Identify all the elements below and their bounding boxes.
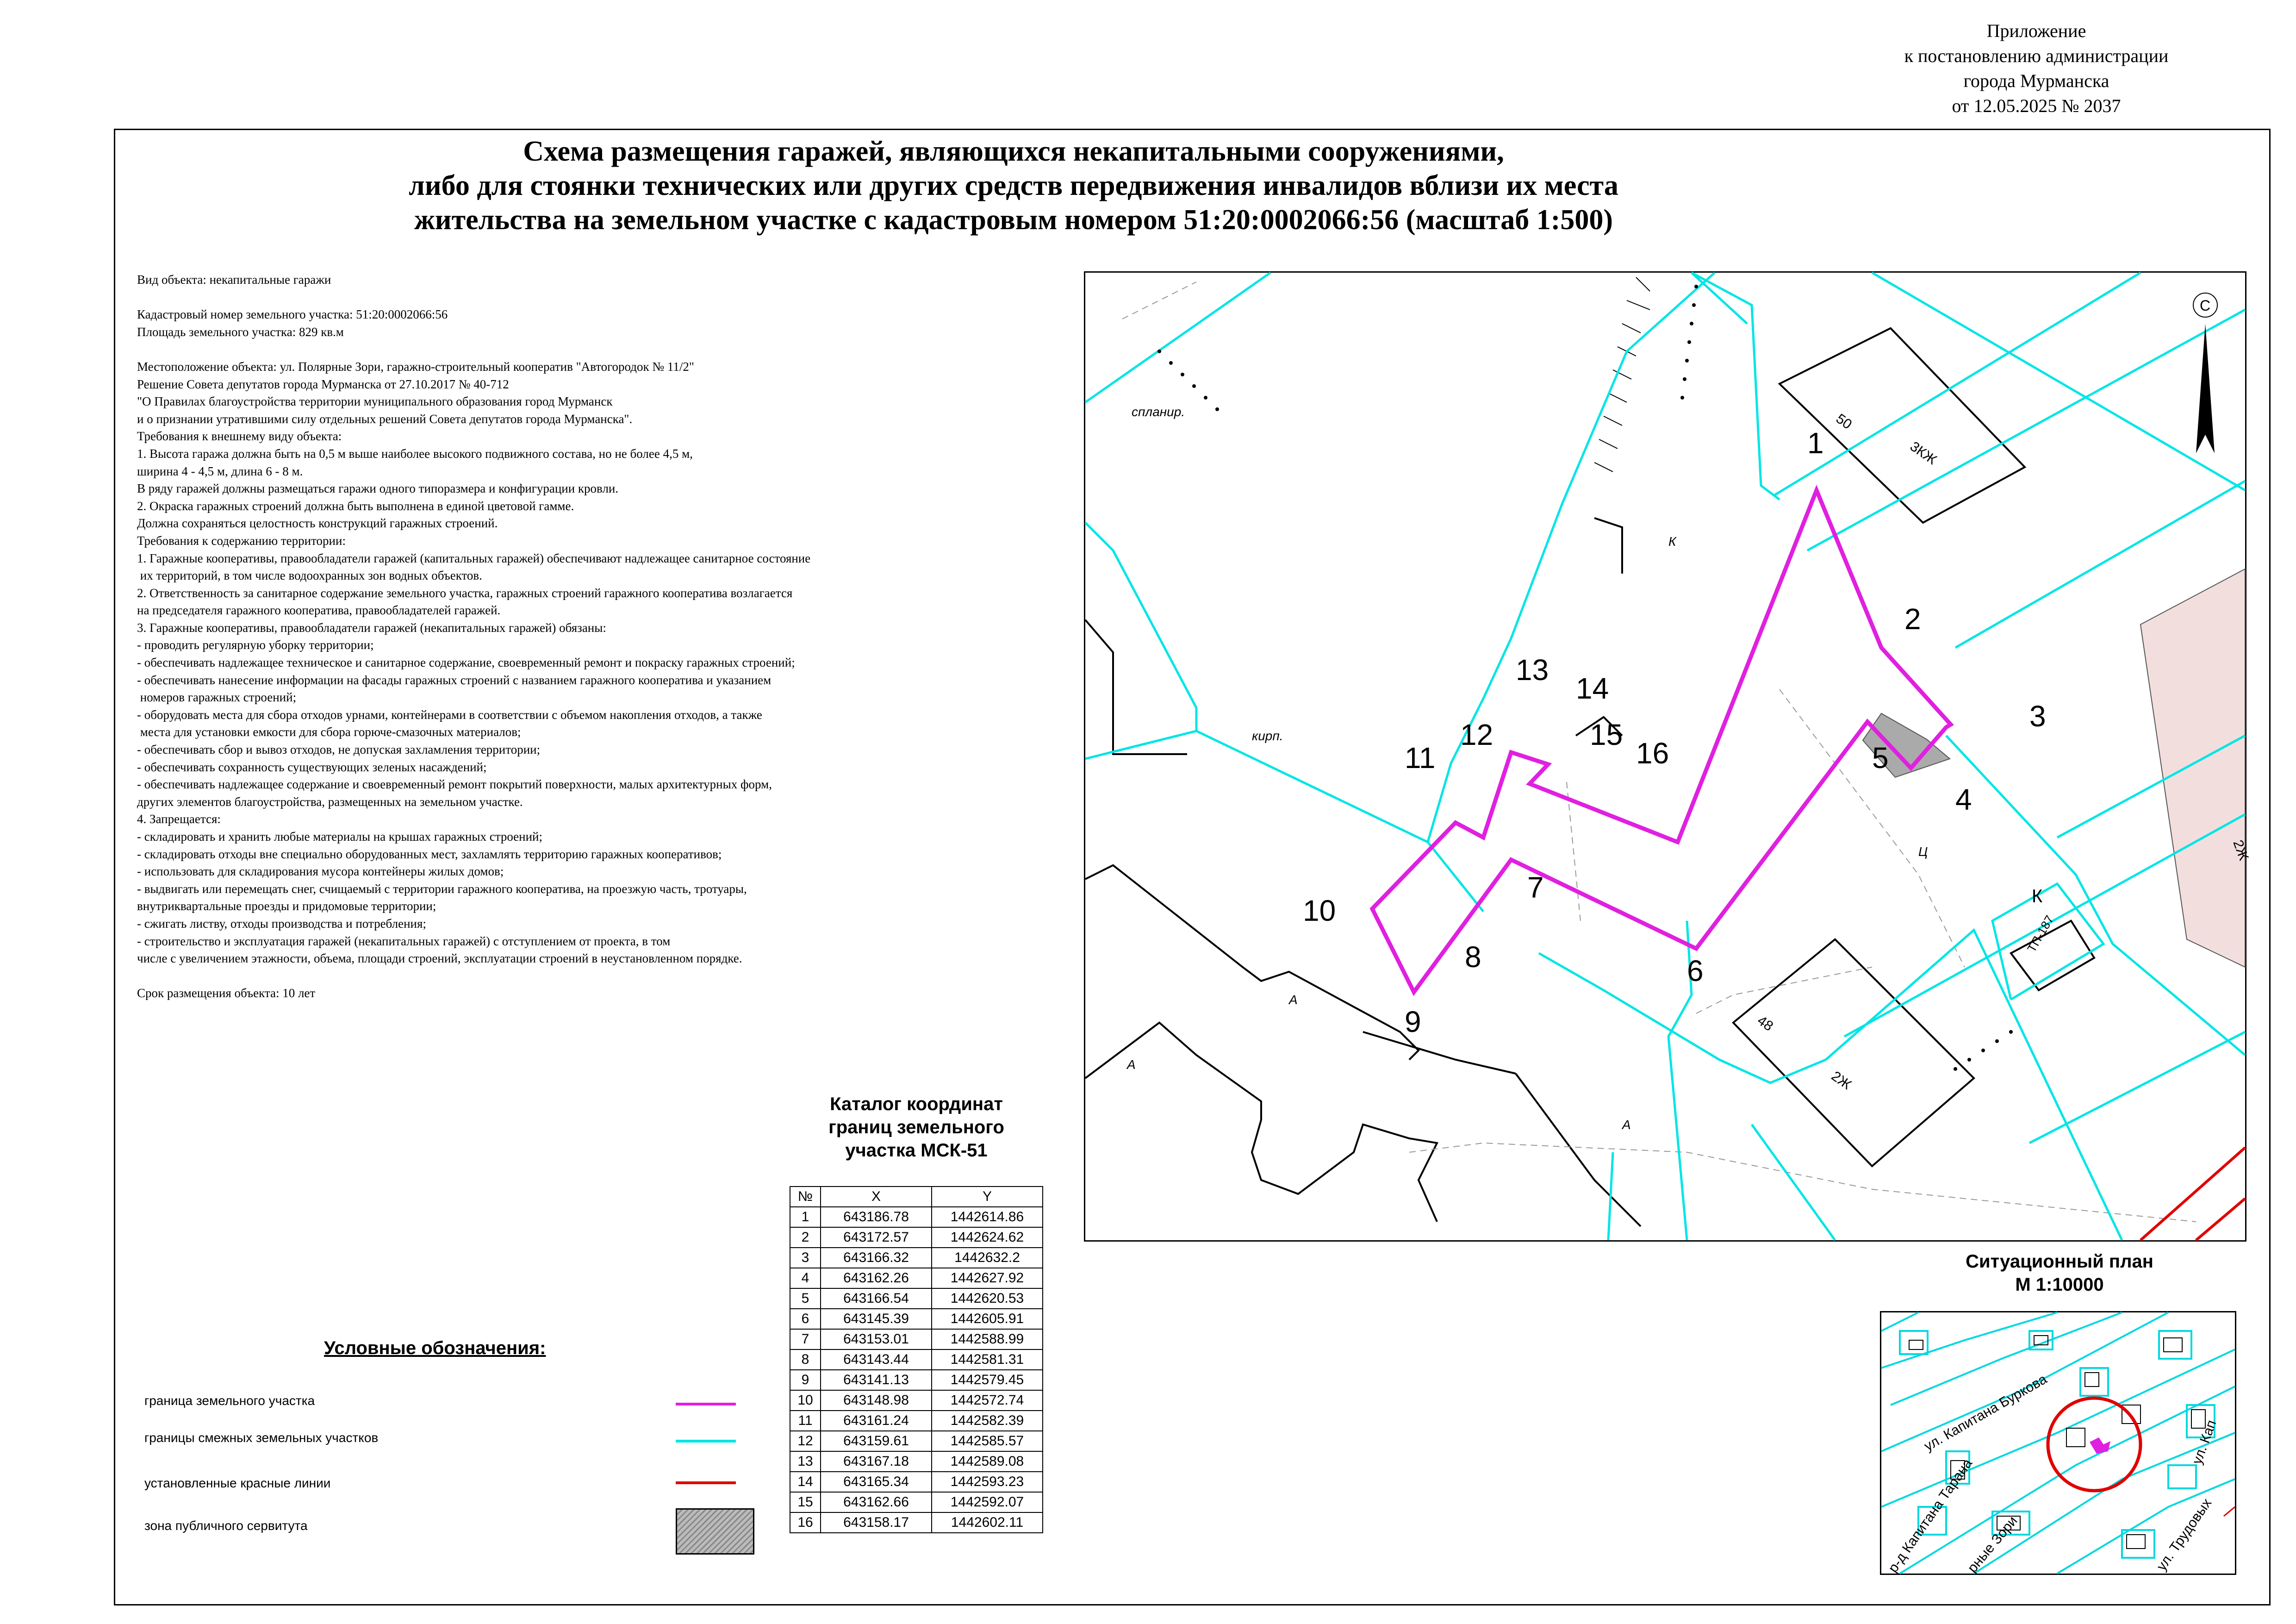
- cell-x: 643148.98: [821, 1390, 932, 1411]
- point-7: 7: [1527, 871, 1544, 904]
- adjacent-line-2: [1692, 273, 1780, 500]
- point-14: 14: [1576, 672, 1609, 705]
- table-row: [790, 1349, 1043, 1370]
- maintenance-3: 3. Гаражные кооперативы, правообладатели гаражей (некапитальных гаражей) обязаны:: [137, 620, 606, 635]
- point-1: 1: [1807, 426, 1824, 460]
- cell-y: 1442624.62: [932, 1227, 1043, 1248]
- legend-item-red-lines: установленные красные линии: [144, 1476, 331, 1490]
- cell-y: 1442605.91: [932, 1309, 1043, 1329]
- point-15: 15: [1590, 718, 1623, 751]
- maintenance-3b: - обеспечивать надлежащее техническое и санитарное содержание, своевременный ремонт и покраску гаражных строений;: [137, 656, 795, 670]
- header-number: №: [790, 1187, 821, 1207]
- cell-x: 643159.61: [821, 1431, 932, 1451]
- cell-x: 643162.66: [821, 1492, 932, 1512]
- adjacent-line-18: [2029, 1032, 2245, 1143]
- point-11: 11: [1405, 741, 1436, 775]
- adjacent-line-9: [1085, 523, 1196, 731]
- maintenance-1a: 1. Гаражные кооперативы, правообладатели гаражей (капитальных гаражей) обеспечивают надлежащее санитарное состояние: [137, 551, 811, 565]
- adjacent-line-11: [1539, 930, 2122, 1240]
- object-description: [137, 271, 1063, 1002]
- table-row: [790, 1268, 1043, 1288]
- cell-y: 1442602.11: [932, 1512, 1043, 1533]
- table-row: [790, 1227, 1043, 1248]
- maintenance-3d1: - оборудовать места для сбора отходов урнами, контейнерами в соответствии с объемом накопления отходов, а также: [137, 707, 762, 722]
- street-label-trudovyh: ул. Трудовых: [2153, 1495, 2215, 1574]
- street-label-tarana: р-д Капитана Тарана: [1885, 1456, 1976, 1576]
- cell-number: 7: [790, 1329, 821, 1349]
- label-a1: А: [1289, 993, 1298, 1007]
- cell-y: 1442593.23: [932, 1472, 1043, 1492]
- cell-y: 1442632.2: [932, 1248, 1043, 1268]
- appendix-header: [1805, 19, 2268, 119]
- label-tp187: ТП-187: [2024, 912, 2057, 955]
- cell-x: 643165.34: [821, 1472, 932, 1492]
- cell-y: 1442588.99: [932, 1329, 1043, 1349]
- label-kirp: кирп.: [1252, 729, 1283, 743]
- table-row: [790, 1472, 1043, 1492]
- prohibited-e: - сжигать листву, отходы производства и потребления;: [137, 916, 426, 931]
- legend-item-adjacent: границы смежных земельных участков: [144, 1430, 379, 1445]
- cell-x: 643145.39: [821, 1309, 932, 1329]
- requirements-heading: Требования к внешнему виду объекта:: [137, 429, 342, 443]
- catalog-title-line-3: участка МСК-51: [845, 1140, 988, 1161]
- cell-number: 6: [790, 1309, 821, 1329]
- cell-x: 643166.54: [821, 1288, 932, 1309]
- maintenance-3e: - обеспечивать сбор и вывоз отходов, не допуская захламления территории;: [137, 743, 541, 757]
- scheme-title: [324, 134, 1703, 237]
- table-row: [790, 1309, 1043, 1329]
- requirement-1b: ширина 4 - 4,5 м, длина 6 - 8 м.: [137, 464, 303, 478]
- cell-number: 2: [790, 1227, 821, 1248]
- street-label-kap: ул. Кап: [2189, 1418, 2220, 1467]
- cell-y: 1442582.39: [932, 1411, 1043, 1431]
- cell-number: 4: [790, 1268, 821, 1288]
- cell-number: 9: [790, 1370, 821, 1390]
- requirement-2b: Должна сохраняться целостность конструкций гаражных строений.: [137, 516, 498, 531]
- hatch-top: [1594, 277, 1650, 472]
- label-ts: Ц: [1918, 844, 1928, 859]
- road-outline: [1363, 1032, 1516, 1074]
- table-row: [790, 1431, 1043, 1451]
- building-outlines: [1085, 328, 2094, 1226]
- maintenance-3c2: номеров гаражных строений;: [137, 690, 297, 705]
- building-2zh: [1733, 939, 1974, 1166]
- council-decision: Решение Совета депутатов города Мурманска от 27.10.2017 № 40-712: [137, 377, 509, 391]
- header-x: X: [821, 1187, 932, 1207]
- table-row: [790, 1370, 1043, 1390]
- point-4: 4: [1955, 783, 1972, 816]
- prohibited-f2: числе с увеличением этажности, объема, площади строений, эксплуатации строений в неустановленном порядке.: [137, 951, 742, 966]
- catalog-title-line-1: Каталог координат: [830, 1094, 1003, 1114]
- coordinates-table: [790, 1186, 1043, 1533]
- rules-line-2: и о признании утратившими силу отдельных решений Совета депутатов города Мурманска".: [137, 412, 633, 426]
- legend-item-servitude: зона публичного сервитута: [144, 1518, 308, 1533]
- table-body: [790, 1207, 1043, 1533]
- adjacent-line-1: [1085, 273, 1270, 402]
- prohibited-d2: внутриквартальные проезды и придомовые территории;: [137, 899, 436, 913]
- maintenance-3g1: - обеспечивать надлежащее содержание и своевременный ремонт покрытий поверхности, малых архитектурных форм,: [137, 777, 772, 792]
- catalog-title-line-2: границ земельного: [828, 1117, 1004, 1137]
- point-5: 5: [1872, 741, 1889, 775]
- cell-x: 643158.17: [821, 1512, 932, 1533]
- cell-number: 12: [790, 1431, 821, 1451]
- header-y: Y: [932, 1187, 1043, 1207]
- title-line-3: жительства на земельном участке с кадастровым номером 51:20:0002066:56 (масштаб 1:500): [414, 204, 1613, 236]
- adjacent-line-10: [1085, 731, 1428, 842]
- cell-y: 1442627.92: [932, 1268, 1043, 1288]
- prohibited-a: - складировать и хранить любые материалы на крышах гаражных строений;: [137, 830, 543, 843]
- requirement-1c: В ряду гаражей должны размещаться гаражи одного типоразмера и конфигурации кровли.: [137, 481, 619, 496]
- cell-number: 15: [790, 1492, 821, 1512]
- cell-x: 643153.01: [821, 1329, 932, 1349]
- maintenance-3f: - обеспечивать сохранность существующих зеленых насаждений;: [137, 760, 487, 774]
- building-right: [2140, 569, 2245, 967]
- requirement-2: 2. Окраска гаражных строений должна быть выполнена в единой цветовой гамме.: [137, 499, 574, 513]
- title-line-1: Схема размещения гаражей, являющихся некапитальными сооружениями,: [523, 136, 1504, 167]
- maintenance-3g2: других элементов благоустройства, размещенных на земельном участке.: [137, 794, 523, 809]
- cell-x: 643143.44: [821, 1349, 932, 1370]
- requirement-1a: 1. Высота гаража должна быть на 0,5 м выше наиболее высокого подвижного состава, но не более 4,5 м,: [137, 446, 693, 461]
- label-splan: спланир.: [1132, 405, 1185, 419]
- table-row: [790, 1451, 1043, 1472]
- cell-y: 1442579.45: [932, 1370, 1043, 1390]
- cell-number: 3: [790, 1248, 821, 1268]
- label-2zh: 2Ж: [1828, 1068, 1854, 1093]
- label-a2: А: [1127, 1057, 1136, 1072]
- object-type: Вид объекта: некапитальные гаражи: [137, 273, 331, 287]
- cell-number: 11: [790, 1411, 821, 1431]
- label-tp-k: К: [2032, 886, 2043, 906]
- maintenance-2b: на председателя гаражного кооператива, правообладателей гаражей.: [137, 603, 501, 618]
- cell-x: 643186.78: [821, 1207, 932, 1227]
- adjacent-line-4: [1428, 273, 1715, 912]
- placement-term: Срок размещения объекта: 10 лет: [137, 986, 316, 1000]
- appendix-line-4: от 12.05.2025 № 2037: [1952, 95, 2121, 116]
- street-label-burkova: ул. Капитана Буркова: [1922, 1371, 2050, 1455]
- cell-number: 5: [790, 1288, 821, 1309]
- building-outline-kirp: [1085, 620, 1187, 754]
- table-row: [790, 1411, 1043, 1431]
- prohibited-heading: 4. Запрещается:: [137, 812, 221, 826]
- building-tp187: [2011, 921, 2094, 990]
- point-9: 9: [1405, 1005, 1421, 1038]
- red-lines: [2140, 1148, 2245, 1240]
- point-2: 2: [1904, 602, 1921, 636]
- street-label-zori: рные Зори: [1965, 1513, 2021, 1576]
- legend-symbol-adjacent: [676, 1440, 736, 1443]
- table-row: [790, 1329, 1043, 1349]
- situation-plan-map: [1880, 1311, 2236, 1575]
- point-10: 10: [1303, 894, 1336, 927]
- point-3: 3: [2029, 700, 2046, 733]
- legend-symbol-plot: [676, 1403, 736, 1405]
- adjacent-line-16: [1608, 1152, 1613, 1240]
- maintenance-heading: Требования к содержанию территории:: [137, 533, 346, 548]
- building-outline-small: [1594, 518, 1622, 574]
- point-8: 8: [1465, 940, 1481, 974]
- cell-number: 16: [790, 1512, 821, 1533]
- table-row: [790, 1390, 1043, 1411]
- north-arrow-icon: [2196, 324, 2215, 453]
- maintenance-3c1: - обеспечивать нанесение информации на фасады гаражных строений с названием гаражного кооператива и указанием: [137, 673, 772, 687]
- appendix-line-3: города Мурманска: [1963, 70, 2109, 91]
- cell-y: 1442592.07: [932, 1492, 1043, 1512]
- cadastral-number: Кадастровый номер земельного участка: 51:20:0002066:56: [137, 307, 448, 322]
- cell-y: 1442589.08: [932, 1451, 1043, 1472]
- situation-scale: М 1:10000: [2015, 1274, 2104, 1295]
- table-row: [790, 1207, 1043, 1227]
- point-6: 6: [1687, 954, 1704, 987]
- plot-area: Площадь земельного участка: 829 кв.м: [137, 325, 344, 339]
- map-canvas: [1085, 273, 2252, 1240]
- cell-number: 13: [790, 1451, 821, 1472]
- cell-x: 643162.26: [821, 1268, 932, 1288]
- cell-x: 643166.32: [821, 1248, 932, 1268]
- prohibited-d1: - выдвигать или перемещать снег, счищаемый с территории гаражного кооператива, на проезжую часть, тротуары,: [137, 881, 747, 896]
- maintenance-1b: их территорий, в том числе водоохранных зон водных объектов.: [137, 568, 482, 583]
- cell-x: 643161.24: [821, 1411, 932, 1431]
- cell-number: 1: [790, 1207, 821, 1227]
- title-line-2: либо для стоянки технических или других средств передвижения инвалидов вблизи их места: [409, 170, 1618, 201]
- table-row: [790, 1288, 1043, 1309]
- point-13: 13: [1516, 653, 1549, 687]
- legend-title: Условные обозначения:: [324, 1338, 546, 1358]
- adjacent-line-6: [1775, 273, 2140, 495]
- prohibited-c: - использовать для складирования мусора контейнеры жилых домов;: [137, 864, 504, 879]
- main-map: [1084, 271, 2252, 1242]
- adjacent-line-7: [1807, 310, 2245, 550]
- north-arrow: [2193, 293, 2217, 453]
- maintenance-3a: - проводить регулярную уборку территории;: [137, 638, 374, 652]
- cell-y: 1442581.31: [932, 1349, 1043, 1370]
- table-header-row: [790, 1187, 1043, 1207]
- label-3kzh: 3КЖ: [1907, 438, 1940, 468]
- cell-number: 14: [790, 1472, 821, 1492]
- building-outline-lower: [1085, 1023, 1437, 1222]
- legend-symbol-servitude: [676, 1508, 754, 1555]
- label-48: 48: [1754, 1012, 1776, 1034]
- prohibited-f1: - строительство и эксплуатация гаражей (некапитальных гаражей) с отступлением от проекта, в том: [137, 934, 671, 948]
- legend-symbol-red-lines: [676, 1481, 736, 1484]
- label-a3: А: [1622, 1118, 1631, 1132]
- appendix-line-2: к постановлению администрации: [1904, 45, 2169, 66]
- table-row: [790, 1512, 1043, 1533]
- cell-number: 8: [790, 1349, 821, 1370]
- label-2zh-right: 2Ж: [2230, 838, 2252, 863]
- appendix-line-1: Приложение: [1986, 20, 2086, 41]
- point-12: 12: [1460, 718, 1493, 751]
- cell-y: 1442585.57: [932, 1431, 1043, 1451]
- adjacent-line-17: [1752, 1124, 1835, 1240]
- label-50: 50: [1833, 411, 1855, 432]
- object-location: Местоположение объекта: ул. Полярные Зори, гаражно-строительный кооператив "Автогородок № 11/2": [137, 359, 694, 374]
- prohibited-b: - складировать отходы вне специально оборудованных мест, захламлять территорию гаражных кооперативов;: [137, 847, 722, 861]
- road-curve: [1516, 1074, 1641, 1226]
- maintenance-2a: 2. Ответственность за санитарное содержание земельного участка, гаражных строений гаражного кооператива возлагается: [137, 586, 793, 600]
- cell-number: 10: [790, 1390, 821, 1411]
- catalog-title: [787, 1093, 1046, 1162]
- cell-x: 643172.57: [821, 1227, 932, 1248]
- cell-y: 1442620.53: [932, 1288, 1043, 1309]
- legend-item-plot: граница земельного участка: [144, 1393, 315, 1408]
- situation-title-line-1: Ситуационный план: [1966, 1251, 2153, 1272]
- label-k-top: К: [1668, 534, 1676, 549]
- situation-plan-title: [1879, 1250, 2240, 1296]
- table-row: [790, 1248, 1043, 1268]
- cell-y: 1442614.86: [932, 1207, 1043, 1227]
- cell-y: 1442572.74: [932, 1390, 1043, 1411]
- maintenance-3d2: места для установки емкости для сбора горюче-смазочных материалов;: [137, 725, 521, 739]
- north-label: С: [2200, 297, 2211, 314]
- table-row: [790, 1492, 1043, 1512]
- cell-x: 643141.13: [821, 1370, 932, 1390]
- situation-canvas: [1881, 1312, 2235, 1574]
- building-outline-left: [1085, 865, 1419, 1060]
- cell-x: 643167.18: [821, 1451, 932, 1472]
- rules-line-1: "О Правилах благоустройства территории муниципального образования город Мурманск: [137, 394, 613, 409]
- point-16: 16: [1636, 737, 1669, 770]
